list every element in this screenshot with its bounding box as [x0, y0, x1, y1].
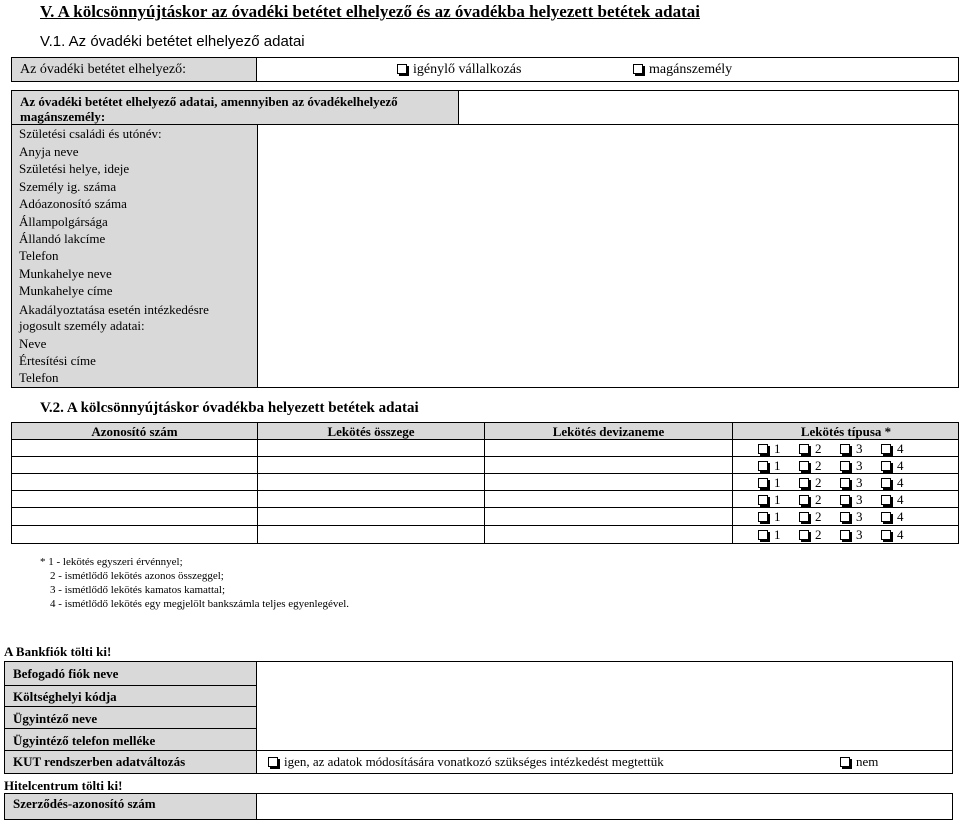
col-divider — [732, 422, 733, 544]
type-option-3[interactable] — [840, 492, 881, 508]
type-options-row — [758, 509, 922, 525]
branch-row-clerk-name: Ügyintéző neve — [13, 711, 98, 726]
kut-no-label: nem — [856, 754, 879, 769]
section-2-heading-text: V.2. A kölcsönnyújtáskor óvadékba helyezett betétek adatai — [40, 400, 419, 416]
impediment-line2: jogosult személy adatai: — [19, 318, 145, 333]
type-option-3[interactable] — [840, 475, 881, 491]
checkbox-icon[interactable] — [881, 512, 891, 522]
type-option-label: 3 — [856, 492, 863, 507]
col-header-type: Lekötés típusa * — [800, 424, 892, 439]
field-address: Állandó lakcíme — [19, 231, 106, 246]
type-option-label: 2 — [815, 509, 822, 524]
type-option-4[interactable] — [881, 475, 922, 491]
checkbox-icon[interactable] — [881, 461, 891, 471]
row-divider — [11, 525, 959, 526]
row-divider — [4, 685, 256, 686]
type-option-label: 1 — [774, 492, 781, 507]
private-header-cell — [11, 90, 459, 125]
field-tax-id: Adóazonosító száma — [19, 196, 127, 211]
col-header-id: Azonosító szám — [91, 424, 178, 439]
footnote-3: 3 - ismétlődő lekötés kamatos kamattal; — [50, 584, 226, 596]
type-option-label: 1 — [774, 509, 781, 524]
placer-label: Az óvadéki betétet elhelyező: — [20, 62, 186, 77]
col-divider — [484, 422, 485, 544]
type-option-label: 4 — [897, 441, 904, 456]
private-header-blank — [458, 90, 959, 125]
type-option-1[interactable] — [758, 492, 799, 508]
type-option-2[interactable] — [799, 492, 840, 508]
type-option-label: 3 — [856, 458, 863, 473]
type-option-3[interactable] — [840, 509, 881, 525]
page-title: V. A kölcsönnyújtáskor az óvadéki betétet elhelyező és az óvadékba helyezett betétek adatai — [40, 2, 700, 21]
branch-row-name: Befogadó fiók neve — [13, 666, 119, 681]
checkbox-icon[interactable] — [758, 478, 768, 488]
col-divider — [257, 422, 258, 544]
type-option-label: 2 — [815, 527, 822, 542]
field-id-number: Személy ig. száma — [19, 179, 117, 194]
checkbox-icon[interactable] — [758, 495, 768, 505]
checkbox-icon[interactable] — [758, 512, 768, 522]
row-divider — [4, 750, 953, 751]
type-option-3[interactable] — [840, 458, 881, 474]
checkbox-icon[interactable] — [881, 530, 891, 540]
checkbox-icon[interactable] — [758, 530, 768, 540]
kut-yes-label: igen, az adatok módosítására vonatkozó szükséges intézkedést megtettük — [284, 754, 664, 769]
option-private-label: magánszemély — [649, 62, 733, 77]
section-2-heading — [40, 400, 419, 417]
type-option-label: 4 — [897, 475, 904, 490]
checkbox-icon[interactable] — [799, 478, 809, 488]
private-values-column[interactable] — [257, 124, 959, 388]
kut-yes-option[interactable] — [268, 754, 664, 770]
col-header-amount: Lekötés összege — [327, 424, 415, 439]
col-divider — [256, 793, 257, 820]
field-imp-address: Értesítési címe — [19, 353, 96, 368]
option-company[interactable] — [397, 62, 521, 78]
checkbox-icon[interactable] — [840, 757, 850, 767]
private-header-line1: Az óvadéki betétet elhelyező adatai, amennyiben az óvadékelhelyező — [20, 94, 398, 109]
row-divider — [4, 706, 256, 707]
checkbox-icon[interactable] — [840, 461, 850, 471]
kut-no-option[interactable] — [840, 754, 878, 770]
field-imp-phone: Telefon — [19, 370, 59, 385]
type-option-2[interactable] — [799, 475, 840, 491]
type-option-1[interactable] — [758, 458, 799, 474]
branch-row-kut: KUT rendszerben adatváltozás — [13, 754, 186, 769]
footnote-4: 4 - ismétlődő lekötés egy megjelölt bankszámla teljes egyenlegével. — [50, 598, 350, 610]
placer-label-cell — [11, 57, 257, 82]
impediment-line1: Akadályoztatása esetén intézkedésre — [19, 302, 209, 317]
type-option-1[interactable] — [758, 475, 799, 491]
section-1-heading: V.1. Az óvadéki betétet elhelyező adatai — [40, 33, 305, 50]
type-option-1[interactable] — [758, 509, 799, 525]
type-option-2[interactable] — [799, 527, 840, 543]
footnote-2: 2 - ismétlődő lekötés azonos összeggel; — [50, 570, 224, 582]
field-birth-name: Születési családi és utónév: — [19, 126, 162, 141]
type-option-label: 3 — [856, 475, 863, 490]
col-divider — [256, 661, 257, 774]
checkbox-icon[interactable] — [840, 512, 850, 522]
checkbox-icon[interactable] — [881, 478, 891, 488]
row-divider — [4, 728, 256, 729]
type-option-label: 2 — [815, 492, 822, 507]
branch-heading: A Bankfiók tölti ki! — [4, 644, 112, 659]
checkbox-icon[interactable] — [799, 512, 809, 522]
option-private[interactable] — [633, 62, 732, 78]
checkbox-icon[interactable] — [881, 495, 891, 505]
branch-row-cost-code: Költséghelyi kódja — [13, 689, 117, 704]
checkbox-icon[interactable] — [881, 444, 891, 454]
type-option-4[interactable] — [881, 458, 922, 474]
type-option-3[interactable] — [840, 441, 881, 457]
type-option-2[interactable] — [799, 458, 840, 474]
footnote-1: * 1 - lekötés egyszeri érvénnyel; — [40, 556, 183, 568]
type-options-row — [758, 527, 922, 543]
checkbox-icon[interactable] — [840, 530, 850, 540]
placer-options-cell — [256, 57, 959, 82]
type-option-4[interactable] — [881, 527, 922, 543]
type-option-label: 1 — [774, 527, 781, 542]
field-citizenship: Állampolgársága — [19, 214, 108, 229]
type-option-4[interactable] — [881, 509, 922, 525]
type-option-label: 3 — [856, 441, 863, 456]
type-option-1[interactable] — [758, 527, 799, 543]
hc-heading: Hitelcentrum tölti ki! — [4, 778, 123, 793]
checkbox-icon[interactable] — [799, 530, 809, 540]
type-option-4[interactable] — [881, 492, 922, 508]
hc-row-contract-id: Szerződés-azonosító szám — [13, 796, 156, 811]
type-option-label: 3 — [856, 527, 863, 542]
option-company-label: igénylő vállalkozás — [413, 62, 522, 77]
type-options-row — [758, 475, 922, 491]
type-option-label: 4 — [897, 458, 904, 473]
type-option-label: 4 — [897, 509, 904, 524]
type-option-label: 1 — [774, 475, 781, 490]
checkbox-icon[interactable] — [268, 757, 278, 767]
type-option-4[interactable] — [881, 441, 922, 457]
type-option-3[interactable] — [840, 527, 881, 543]
type-option-1[interactable] — [758, 441, 799, 457]
type-option-label: 4 — [897, 492, 904, 507]
field-workplace-name: Munkahelye neve — [19, 266, 112, 281]
type-options-row — [758, 441, 922, 457]
col-header-currency: Lekötés devizaneme — [552, 424, 665, 439]
field-mother-name: Anyja neve — [19, 144, 79, 159]
type-option-label: 2 — [815, 475, 822, 490]
checkbox-icon[interactable] — [633, 64, 643, 74]
type-options-row — [758, 492, 922, 508]
checkbox-icon[interactable] — [840, 495, 850, 505]
private-header-line2: magánszemély: — [20, 109, 106, 124]
checkbox-icon[interactable] — [397, 64, 407, 74]
field-imp-name: Neve — [19, 336, 47, 351]
checkbox-icon[interactable] — [758, 444, 768, 454]
checkbox-icon[interactable] — [840, 444, 850, 454]
type-option-2[interactable] — [799, 509, 840, 525]
checkbox-icon[interactable] — [799, 444, 809, 454]
type-option-label: 1 — [774, 441, 781, 456]
field-phone: Telefon — [19, 248, 59, 263]
type-option-2[interactable] — [799, 441, 840, 457]
type-option-label: 2 — [815, 458, 822, 473]
checkbox-icon[interactable] — [758, 461, 768, 471]
type-options-row — [758, 458, 922, 474]
type-option-label: 1 — [774, 458, 781, 473]
field-workplace-address: Munkahelye címe — [19, 283, 113, 298]
type-option-label: 4 — [897, 527, 904, 542]
checkbox-icon[interactable] — [799, 461, 809, 471]
type-option-label: 2 — [815, 441, 822, 456]
field-birth-place-date: Születési helye, ideje — [19, 161, 130, 176]
checkbox-icon[interactable] — [799, 495, 809, 505]
branch-row-clerk-phone: Ügyintéző telefon melléke — [13, 733, 156, 748]
type-option-label: 3 — [856, 509, 863, 524]
checkbox-icon[interactable] — [840, 478, 850, 488]
